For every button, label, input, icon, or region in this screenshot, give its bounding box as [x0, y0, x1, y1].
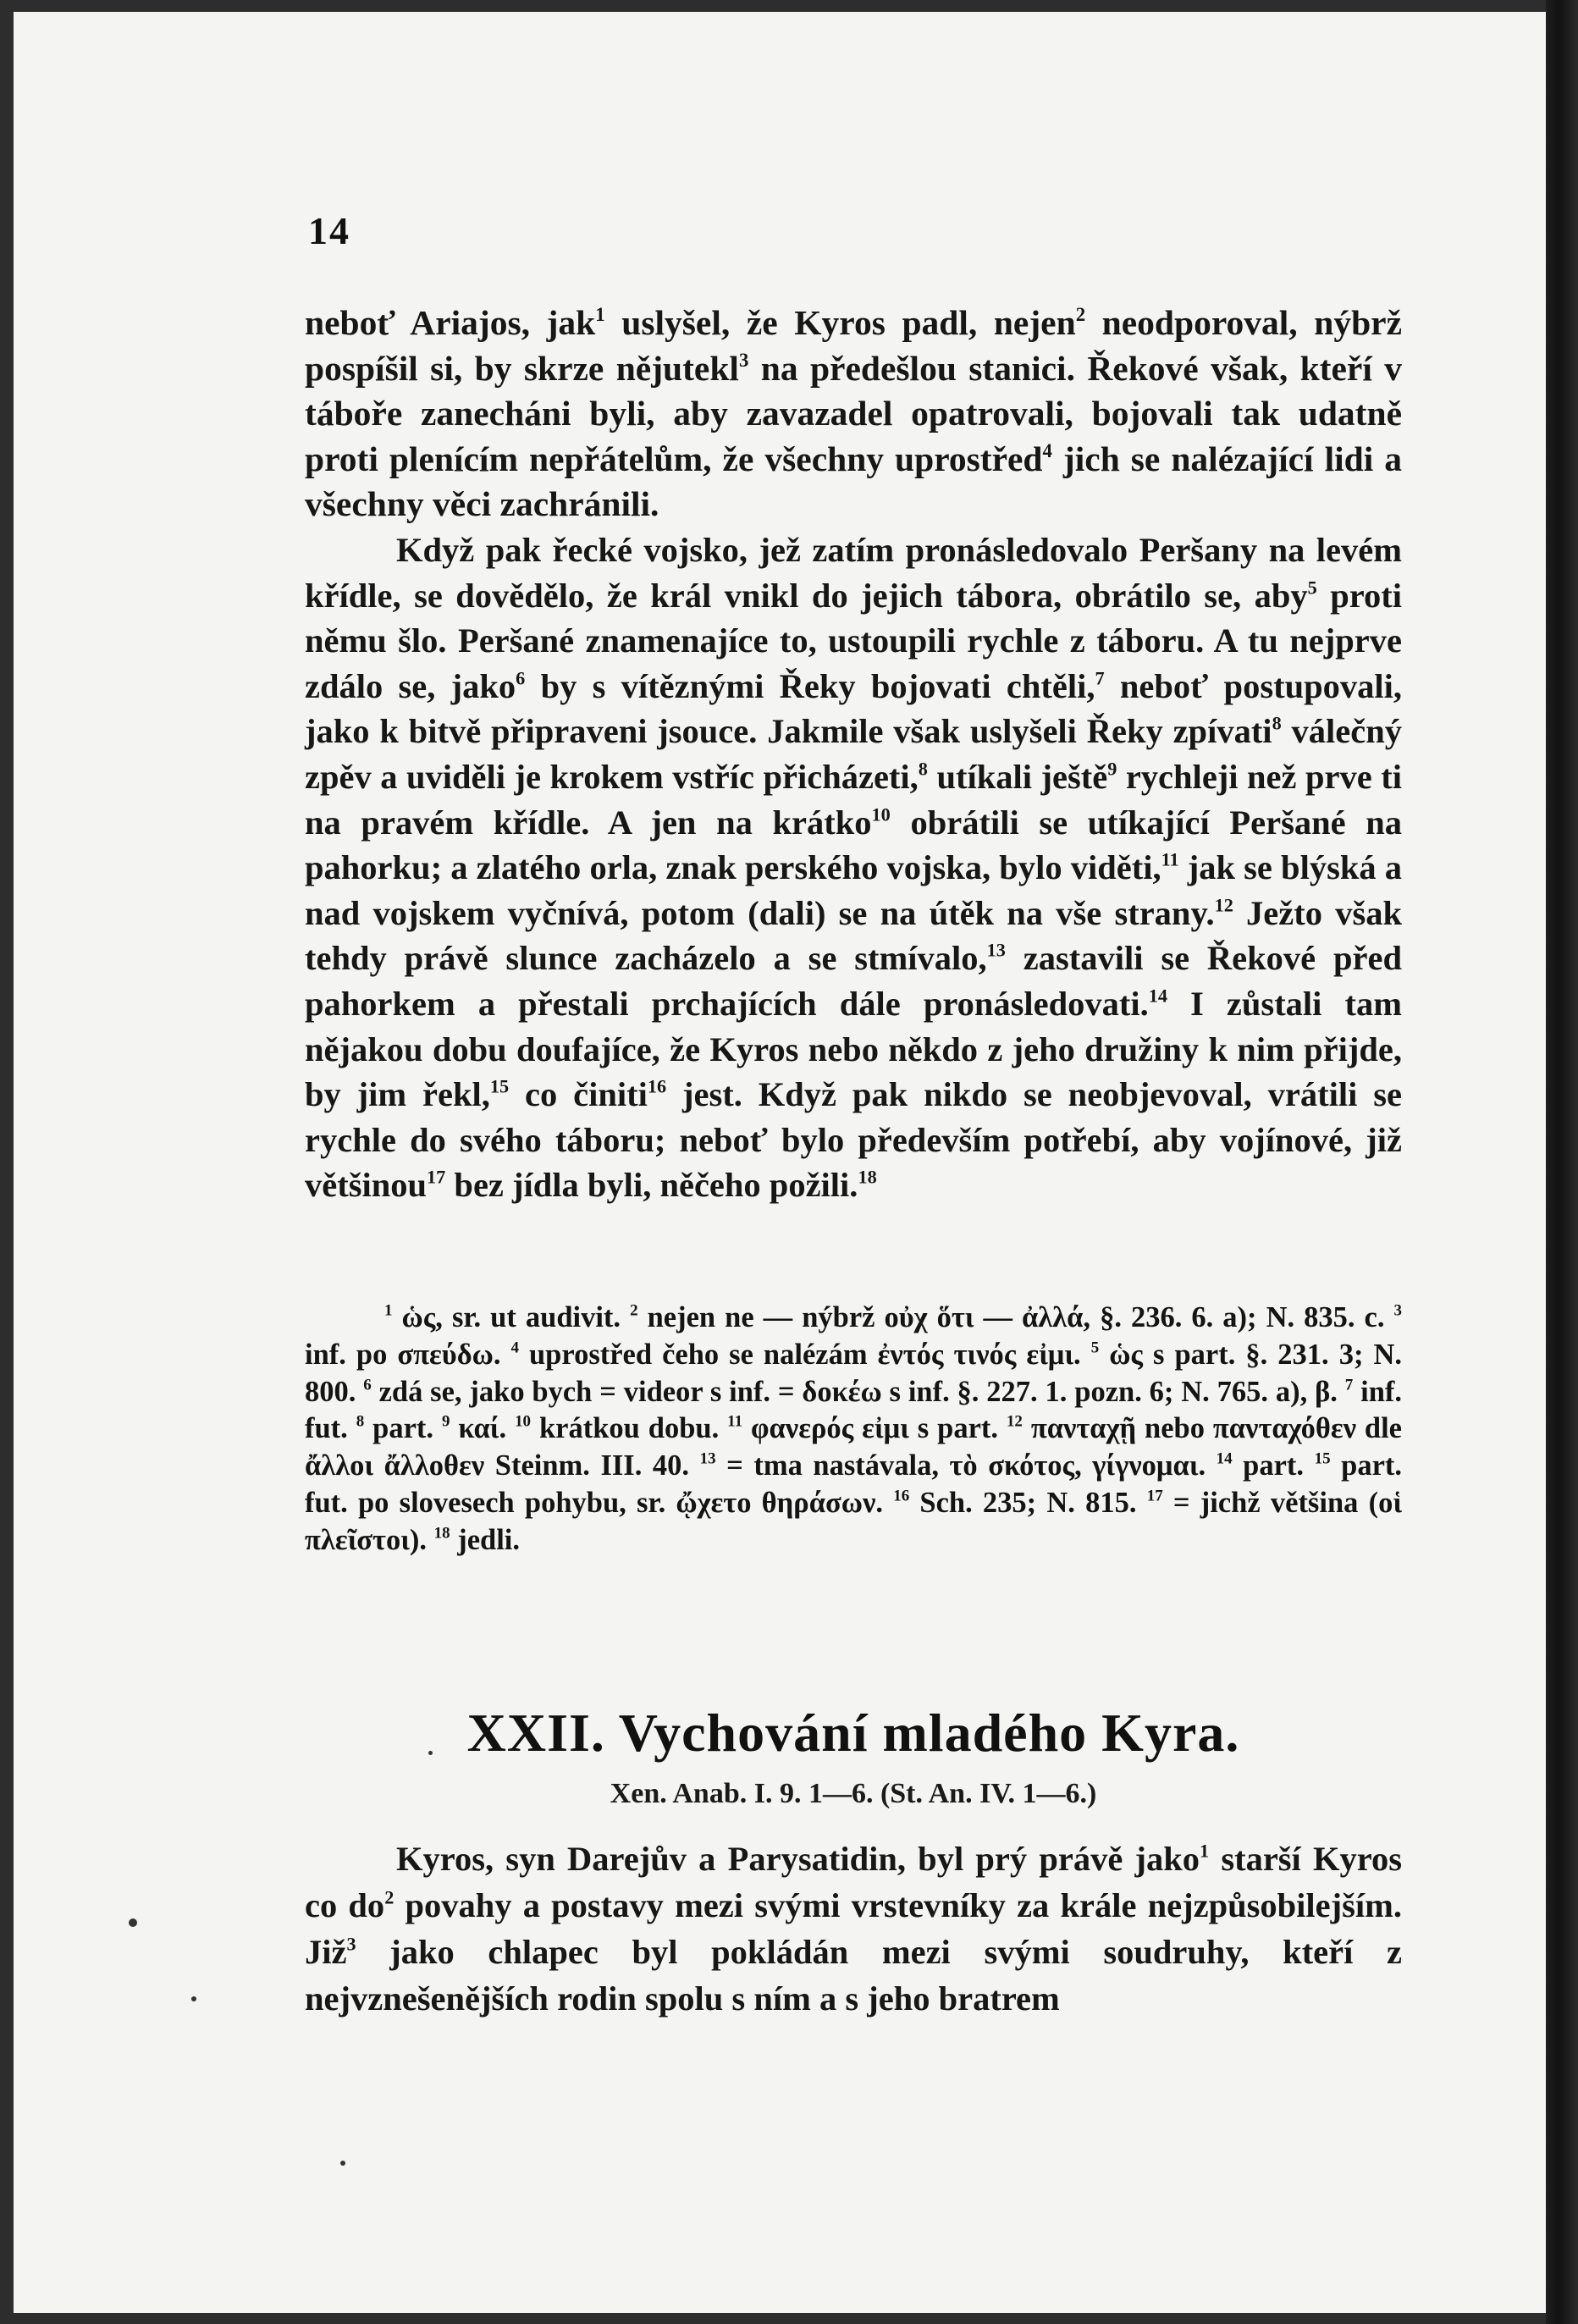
- footnote-ref: 2: [1075, 304, 1086, 326]
- chapter-source-reference: Xen. Anab. I. 9. 1—6. (St. An. IV. 1—6.): [610, 1778, 1097, 1809]
- footnote-ref: 15: [489, 1075, 510, 1097]
- text-span: na předešlou stanici. Řekové však, kteří v táboře zanecháni byli, aby zavazadel opatrovali, bojovali tak udatně proti plenícím nepřátelům, že všechny uprostřed: [305, 348, 1402, 478]
- footnote-ref: 18: [858, 1166, 877, 1188]
- footnote-text: Sch. 235; N. 815.: [909, 1486, 1137, 1519]
- footnote-text: inf. fut.: [305, 1375, 1403, 1445]
- footnote-text: πανταχῇ nebo πανταχόθεν dle ἄλλοι ἄλλοθεν Steinm. III. 40.: [305, 1412, 1402, 1482]
- footnote-ref: 17: [427, 1166, 446, 1188]
- footnote-text: part. fut. po slovesech pohybu, sr. ᾤχετο θηράσων.: [305, 1449, 1403, 1519]
- text-span: I zůstali tam nějakou dobu doufajíce, že Kyros nebo někdo z jeho družiny k nim přijde, by jim řekl,: [305, 984, 1402, 1114]
- footnote-number: 6: [363, 1376, 372, 1394]
- text-span: jest. Když pak nikdo se neobjevoval, vrátili se rychle do svého táboru; neboť bylo především potřebí, aby vojínové, již většinou: [305, 1075, 1402, 1205]
- footnote-ref: 4: [1042, 439, 1052, 461]
- footnote-ref: 2: [384, 1886, 394, 1908]
- footnote-ref: 9: [1107, 758, 1117, 780]
- footnote-text: φανερός εἰμι s part.: [742, 1412, 998, 1445]
- footnote-number: 11: [727, 1413, 743, 1432]
- footnote-text: uprostřed čeho se nalézám ἐντός τινός εἰμι.: [518, 1338, 1081, 1371]
- text-span: obrátili se utíkající Peršané na pahorku; a zlatého orla, znak perského vojska, bylo viděti,: [305, 803, 1402, 887]
- text-span: Když pak řecké vojsko, jež zatím pronásledovalo Peršany na levém křídle, se dovědělo, že král vnikl do jejich tábora, obrátilo se, aby: [305, 531, 1402, 615]
- footnote-number: 10: [515, 1413, 532, 1432]
- footnote-text: inf. po σπεύδω.: [305, 1338, 501, 1371]
- footnote-number: 15: [1314, 1449, 1331, 1468]
- book-binding-edge: [1546, 0, 1578, 2324]
- footnote-ref: 13: [986, 939, 1006, 961]
- text-span: starší Kyros co do: [305, 1840, 1402, 1924]
- text-span: jako chlapec byl pokládán mezi svými soudruhy, kteří z nejvznešenějších rodin spolu s ním a s jeho bratrem: [305, 1933, 1402, 2018]
- text-span: jak se blýská a nad vojskem vyčnívá, potom (dali) se na útěk na vše strany.: [305, 848, 1402, 932]
- text-span: utíkali ještě: [927, 757, 1108, 796]
- text-span: bez jídla byli, něčeho požili.: [445, 1166, 858, 1205]
- text-span: co činiti: [509, 1075, 648, 1114]
- footnote-number: 17: [1146, 1487, 1163, 1505]
- footnote-text: zdá se, jako bych = videor s inf. = δοκέω s inf. §. 227. 1. pozn. 6; N. 765. a), β.: [371, 1375, 1338, 1408]
- footnote-number: 14: [1216, 1449, 1233, 1468]
- footnote-ref: 7: [1095, 667, 1105, 689]
- footnote-text: part.: [1232, 1449, 1305, 1482]
- footnote-ref: 10: [871, 803, 891, 825]
- paragraph-2: [305, 527, 1402, 1208]
- footnote-number: 5: [1090, 1339, 1100, 1357]
- text-span: zastavili se Řekové před pahorkem a přestali prchajících dále pronásledovati.: [305, 939, 1402, 1023]
- scan-speck: [428, 1751, 433, 1755]
- footnote-ref: 8: [918, 758, 928, 780]
- footnote-ref: 1: [1200, 1840, 1210, 1862]
- footnote-text: ὡς s part. §. 231. 3; N. 800.: [305, 1338, 1402, 1408]
- text-span: uslyšel, že Kyros padl, nejen: [604, 303, 1076, 342]
- text-span: Ježto však tehdy právě slunce zacházelo a se stmívalo,: [305, 893, 1402, 978]
- footnotes-block: [305, 1300, 1402, 1559]
- text-span: jich se nalézající lidi a všechny věci zachránili.: [305, 439, 1403, 524]
- footnote-number: 16: [893, 1487, 910, 1505]
- footnote-text: = jichž většina (οἱ πλεῖστοι).: [305, 1486, 1403, 1556]
- footnote-text: ὡς, sr. ut audivit.: [392, 1301, 621, 1333]
- footnote-number: 12: [1006, 1413, 1023, 1432]
- footnote-text: jedli.: [450, 1523, 521, 1556]
- text-span: neboť postupovali, jako k bitvě připraveni jsouce. Jakmile však uslyšeli Řeky zpívati: [305, 666, 1402, 751]
- paragraph-1: [305, 301, 1402, 527]
- text-span: Kyros, syn Darejův a Parysatidin, byl prý právě jako: [396, 1840, 1200, 1878]
- footnote-number: 18: [433, 1524, 450, 1543]
- footnote-text: = tma nastávala, τὸ σκότος, γίγνομαι.: [715, 1449, 1206, 1482]
- footnote-number: 3: [1393, 1301, 1403, 1320]
- footnote-ref: 14: [1148, 985, 1168, 1007]
- footnote-number: 13: [699, 1449, 716, 1468]
- text-span: povahy a postavy mezi svými vrstevníky za krále nejzpůsobilejším. Již: [305, 1886, 1403, 1971]
- scan-speck: [129, 1918, 137, 1927]
- footnote-ref: 1: [595, 304, 605, 326]
- footnote-number: 9: [441, 1413, 450, 1432]
- text-span: proti němu šlo. Peršané znamenajíce to, ustoupili rychle z táboru. A tu nejprve zdálo se, jako: [305, 576, 1403, 705]
- text-span: neodporoval, nýbrž pospíšil si, by skrze nějutekl: [305, 303, 1403, 388]
- footnote-text: part.: [364, 1412, 434, 1445]
- footnote-ref: 3: [738, 349, 749, 371]
- footnote-number: 8: [356, 1413, 365, 1432]
- footnote-ref: 16: [647, 1075, 667, 1097]
- chapter-title: XXII. Vychování mladého Kyra.: [466, 1703, 1240, 1763]
- text-span: neboť Ariajos, jak: [305, 303, 596, 342]
- scan-speck: [191, 1996, 196, 2001]
- page-number: 14: [308, 209, 350, 252]
- footnote-number: 1: [384, 1301, 393, 1320]
- footnote-ref: 6: [516, 667, 526, 689]
- text-span: by s vítěznými Řeky bojovati chtěli,: [525, 666, 1095, 705]
- text-span: rychleji než prve ti na pravém křídle. A jen na krátko: [305, 757, 1402, 842]
- footnote-ref: 12: [1214, 894, 1233, 916]
- paragraph-3: [305, 1835, 1402, 2022]
- footnote-text: krátkou dobu.: [531, 1412, 720, 1445]
- footnote-text: nejen ne — nýbrž οὐχ ὅτι — ἀλλά, §. 236. 6. a); N. 835. c.: [637, 1301, 1385, 1333]
- scan-speck: [340, 2161, 345, 2166]
- footnote-number: 2: [630, 1301, 638, 1320]
- footnote-text: καί.: [450, 1412, 507, 1445]
- footnote-ref: 3: [346, 1933, 356, 1955]
- footnote-ref: 8: [1272, 712, 1282, 734]
- text-span: válečný zpěv a uviděli je krokem vstříc přicházeti,: [305, 712, 1403, 796]
- footnote-number: 7: [1344, 1376, 1354, 1394]
- footnote-number: 4: [510, 1339, 519, 1357]
- footnote-ref: 5: [1307, 577, 1317, 599]
- footnote-ref: 11: [1161, 848, 1179, 870]
